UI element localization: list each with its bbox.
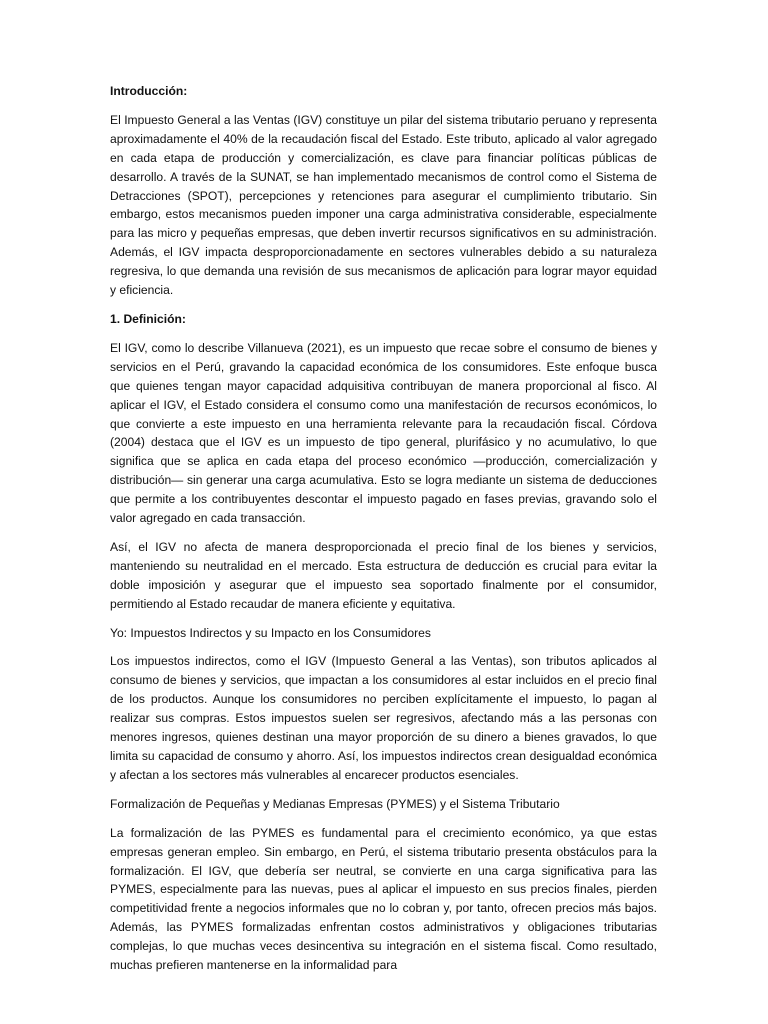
definition-heading: 1. Definición:	[110, 311, 186, 326]
indirect-taxes-paragraph: Los impuestos indirectos, como el IGV (Impuesto General a las Ventas), son tributos aplicados al consumo de bienes y servicios, que impactan a los consumidores al estar incluidos en el precio final de los productos. Aunque los consumidores no perciben explícitamente el impuesto, lo pagan al realizar sus compras. Estos impuestos suelen ser regresivos, afectando más a las personas con menores ingresos, quienes destinan una mayor proporción de su dinero a bienes gravados, lo que limita su capacidad de consumo y ahorro. Así, los impuestos indirectos crean desigualdad económica y afectan a los sectores más vulnerables al encarecer productos esenciales.	[110, 654, 657, 782]
document-page	[110, 82, 657, 985]
definition-paragraph-2: Así, el IGV no afecta de manera desproporcionada el precio final de los bienes y servicios, manteniendo su neutralidad en el mercado. Esta estructura de deducción es crucial para evitar la doble imposición y asegurar que el impuesto sea soportado finalmente por el consumidor, permitiendo al Estado recaudar de manera eficiente y equitativa.	[110, 539, 657, 611]
pymes-paragraph: La formalización de las PYMES es fundamental para el crecimiento económico, ya que estas empresas generan empleo. Sin embargo, en Perú, el sistema tributario presenta obstáculos para la formalización. El IGV, que debería ser neutral, se convierte en una carga significativa para las PYMES, especialmente para las nuevas, pues al aplicar el impuesto en sus precios finales, pierden competitividad frente a negocios informales que no lo cobran y, por tanto, ofrecen precios más bajos. Además, las PYMES formalizadas enfrentan costos administrativos y obligaciones tributarias complejas, lo que muchas veces desincentiva su integración en el sistema fiscal. Como resultado, muchas prefieren mantenerse en la informalidad para	[110, 825, 657, 973]
definition-paragraph-1: El IGV, como lo describe Villanueva (2021), es un impuesto que recae sobre el consumo de bienes y servicios en el Perú, gravando la capacidad económica de los consumidores. Este enfoque busca que quienes tengan mayor capacidad adquisitiva contribuyan de manera proporcional al fisco. Al aplicar el IGV, el Estado considera el consumo como una manifestación de recursos económicos, lo que convierte a este impuesto en una herramienta relevante para la recaudación fiscal. Córdova (2004) destaca que el IGV es un impuesto de tipo general, plurifásico y no acumulativo, lo que significa que se aplica en cada etapa del proceso económico —producción, comercialización y distribución— sin generar una carga acumulativa. Esto se logra mediante un sistema de deducciones que permite a los contribuyentes descontar el impuesto pagado en fases previas, gravando solo el valor agregado en cada transacción.	[110, 340, 657, 526]
indirect-taxes-heading: Yo: Impuestos Indirectos y su Impacto en los Consumidores	[110, 625, 431, 640]
pymes-heading: Formalización de Pequeñas y Medianas Empresas (PYMES) y el Sistema Tributario	[110, 796, 560, 811]
intro-paragraph: El Impuesto General a las Ventas (IGV) constituye un pilar del sistema tributario peruano y representa aproximadamente el 40% de la recaudación fiscal del Estado. Este tributo, aplicado al valor agregado en cada etapa de producción y comercialización, es clave para financiar políticas públicas de desarrollo. A través de la SUNAT, se han implementado mecanismos de control como el Sistema de Detracciones (SPOT), percepciones y retenciones para asegurar el cumplimiento tributario. Sin embargo, estos mecanismos pueden imponer una carga administrativa considerable, especialmente para las micro y pequeñas empresas, que deben invertir recursos significativos en su administración. Además, el IGV impacta desproporcionadamente en sectores vulnerables debido a su naturaleza regresiva, lo que demanda una revisión de sus mecanismos de aplicación para lograr mayor equidad y eficiencia.	[110, 112, 657, 298]
intro-heading: Introducción:	[110, 84, 188, 98]
